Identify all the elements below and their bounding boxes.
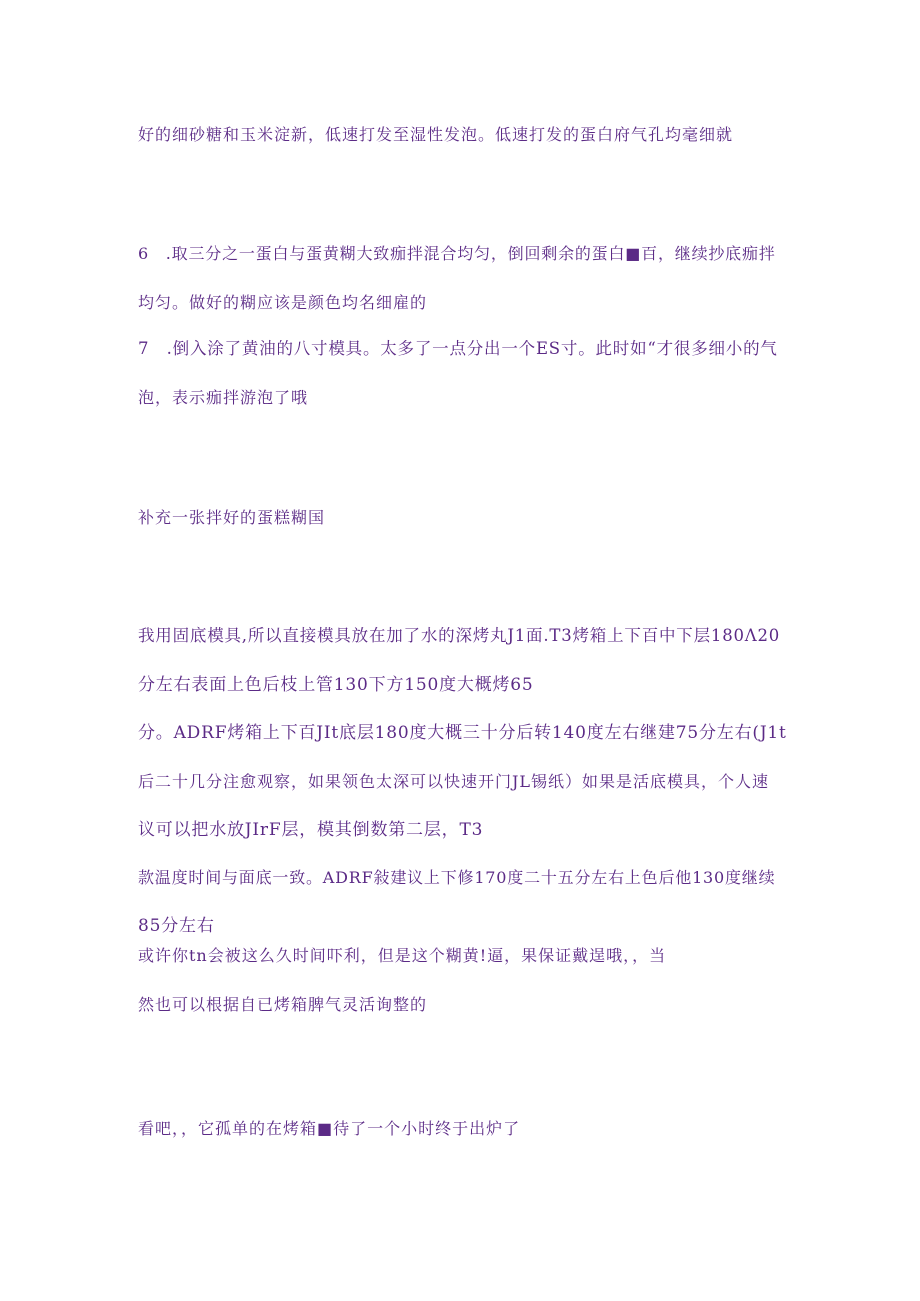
- text-line: 后二十几分注愈观察，如果领色太深可以快速开门JL锡纸）如果是活底模具，个人速: [138, 772, 770, 791]
- text-line: 均匀。做好的糊应该是颜色均名细雇的: [138, 293, 428, 312]
- text-line: 看吧，，它孤单的在烤箱■待了一个小时终于出炉了: [138, 1119, 521, 1138]
- text-line: 7 .倒入涂了黄油的八寸模具。太多了一点分出一个ES寸。此时如“才很多细小的气: [138, 339, 778, 358]
- text-line: 分左右表面上色后枝上管130下方150度大概烤65: [138, 675, 534, 695]
- text-line: 或许你tn会被这么久时间吓利，但是这个糊黄!逼，果保证戴逞哦，，当: [138, 946, 667, 965]
- text-line: 议可以把水放JIrF层，模其倒数第二层，T3: [138, 820, 484, 840]
- text-line: 泡，表示痂拌游泡了哦: [138, 388, 309, 407]
- text-line: 分。ADRF烤箱上下百JIt底层180度大概三十分后转140度左右继建75分左右(J1t: [138, 723, 787, 743]
- text-line: 然也可以根据自已烤箱脾气灵活询整的: [138, 995, 428, 1014]
- text-line: 好的细砂糖和玉米淀新，低速打发至湿性发泡。低速打发的蛋白府气孔均毫细就: [138, 125, 734, 144]
- text-line: 款温度时间与面底一致。ADRF敍建议上下修170度二十五分左右上色后他130度继续: [138, 868, 776, 887]
- text-line: 我用固底模具,所以直接模具放在加了水的深烤丸J1面.T3烤箱上下百中下层180Λ20: [138, 626, 781, 645]
- text-line: 85分左右: [138, 916, 215, 936]
- text-line: 6 .取三分之一蛋白与蛋黄糊大致痂拌混合均匀，倒回剩余的蛋白■百，继续抄底痂拌: [138, 244, 776, 263]
- text-line: 补充一张拌好的蛋糕糊国: [138, 508, 326, 527]
